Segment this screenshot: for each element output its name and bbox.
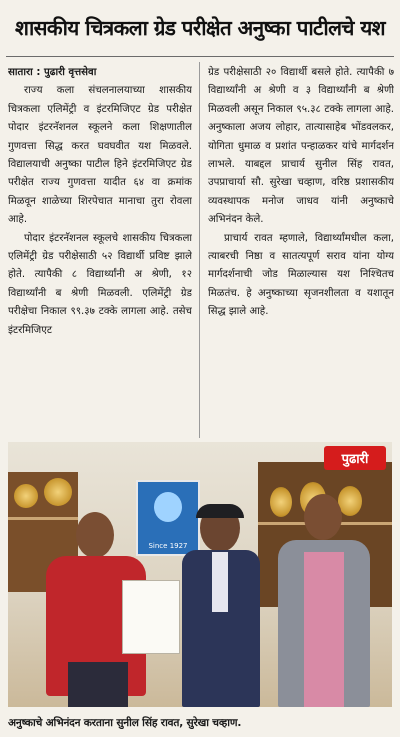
face — [76, 512, 114, 558]
headline: शासकीय चित्रकला ग्रेड परीक्षेत अनुष्का पाटीलचे यश — [15, 16, 385, 40]
person-student — [178, 504, 262, 707]
pudhari-logo: पुढारी — [324, 446, 386, 470]
face — [304, 494, 342, 540]
article-paragraph — [8, 64, 192, 82]
article-column-left — [8, 64, 192, 434]
trousers — [68, 662, 128, 707]
article-paragraph: प्राचार्य रावत म्हणाले, विद्यार्थ्यांमधील कला, त्याबरची निष्ठा व सातत्यपूर्ण सराव यांना योग्य मार्गदर्शनाची जोड मिळाल्यास यश निश्चितच मिळतंच. हे अनुष्काच्या सृजनशीलता व यशातून सिद्ध झाले आहे. — [208, 232, 394, 318]
headline-rule — [6, 56, 394, 57]
shirt — [212, 552, 228, 612]
article-paragraph: पोदार इंटरनॅशनल स्कूलचे शासकीय चित्रकला एलिमेंट्री ग्रेड परीक्षेसाठी ५२ विद्यार्थी प्रविष्ट झाले होते. त्यापैकी ८ विद्यार्थ्यांनी अ श्रेणी, १२ विद्यार्थ्यांनी ब श्रेणी मिळवली. एलिमेंट्री ग्रेड परीक्षेचा निकाल ९९.३७ टक्के लागला आहे. तसेच इंटरमिजिएट — [8, 232, 192, 336]
trophy-icon — [44, 478, 72, 506]
news-photo — [8, 442, 392, 707]
article-column-right — [208, 64, 394, 434]
column-divider — [199, 62, 200, 438]
trophy-icon — [14, 484, 38, 508]
article-paragraph: राज्य कला संचलनालयाच्या शासकीय चित्रकला एलिमेंट्री व इंटरमिजिएट ग्रेड परीक्षेत पोदार इंटरनॅशनल स्कूलने कला शिक्षणातील गुणवत्ता सिद्ध करत घवघवीत यश मिळवले. विद्यालयाची अनुष्का पाटील हिने इंटरमिजिएट ग्रेड परीक्षेत राज्य गुणवत्ता यादीत ६४ वा क्रमांक मिळवून शाळेच्या शिरपेचात मानाचा तुरा रोवला आहे. — [8, 85, 192, 226]
hair — [196, 504, 244, 518]
person-vice-principal — [274, 494, 374, 707]
certificate — [122, 580, 180, 654]
article-paragraph: ग्रेड परीक्षेसाठी २० विद्यार्थी बसले होते. त्यापैकी ७ विद्यार्थ्यांनी अ श्रेणी व ३ विद्यार्थ्यांनी ब श्रेणी मिळवली असून निकाल ९५.३८ टक्के लागला आहे. अनुष्काला अजय लोहार, तात्यासाहेब भोंडवलकर, योगिता धुमाळ व प्रशांत पन्हाळकर यांचे मार्गदर्शन लाभले. याबद्दल प्राचार्य सुनील सिंह रावत, उपप्राचार्या सौ. सुरेखा चव्हाण, वरिष्ठ प्रशासकीय व्यवस्थापक मनोज जाधव यांनी अनुष्काचे अभिनंदन केले. — [208, 67, 394, 226]
dateline: सातारा : पुढारी वृत्तसेवा — [8, 67, 97, 78]
photo-caption: अनुष्काचे अभिनंदन करताना सुनील सिंह रावत, सुरेखा चव्हाण. — [8, 717, 242, 729]
pink-saree — [304, 552, 344, 707]
board-label: Since 1927 — [148, 542, 188, 550]
